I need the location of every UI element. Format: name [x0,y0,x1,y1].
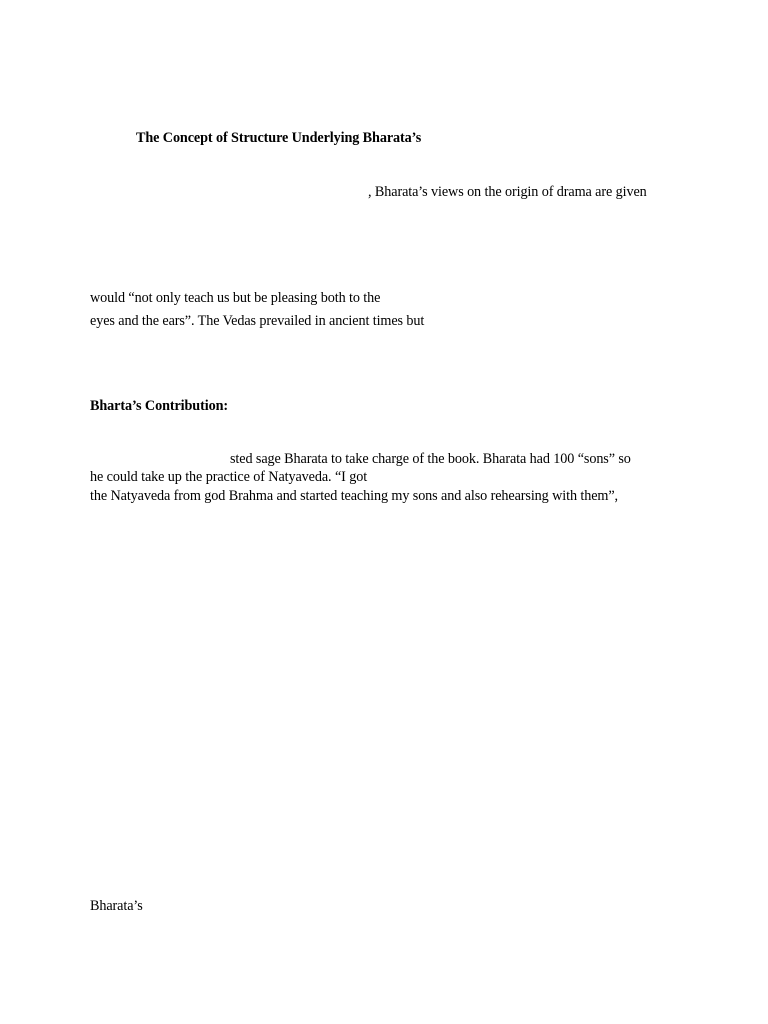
section-heading: Bharta’s Contribution: [90,398,228,414]
paragraph-line: sted sage Bharata to take charge of the book. Bharata had 100 “sons” so [230,451,631,467]
paragraph-fragment-origin: , Bharata’s views on the origin of drama are given [368,184,647,200]
document-title: The Concept of Structure Underlying Bharata’s [136,130,422,146]
footer-fragment: Bharata’s [90,898,143,914]
paragraph-line: eyes and the ears”. The Vedas prevailed in ancient times but [90,313,425,329]
paragraph-line: he could take up the practice of Natyaveda. “I got [90,469,368,485]
paragraph-line: would “not only teach us but be pleasing both to the [90,290,381,306]
paragraph-line: the Natyaveda from god Brahma and started teaching my sons and also rehearsing with them”, [90,488,618,504]
